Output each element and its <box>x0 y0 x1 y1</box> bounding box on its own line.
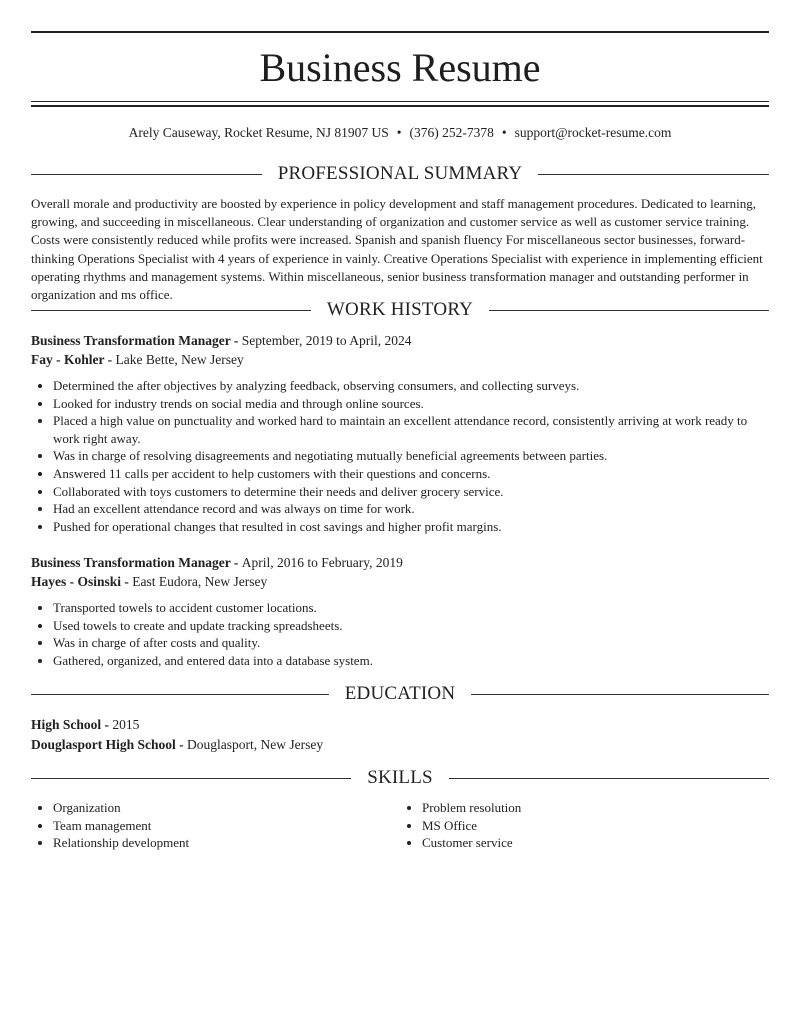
list-item: • Answered 11 calls per accident to help customers with their questions and concerns. <box>53 465 769 483</box>
list-item: • Was in charge of after costs and quality. <box>53 634 769 652</box>
job-title: Business Transformation Manager <box>31 555 231 570</box>
heading-rule <box>449 778 769 779</box>
list-item: • Was in charge of resolving disagreements and negotiating mutually beneficial agreements between parties. <box>53 447 769 465</box>
skills-right-column <box>400 799 769 852</box>
heading-rule <box>31 694 329 695</box>
skill-item: • Problem resolution <box>422 799 769 817</box>
list-item: • Placed a high value on punctuality and worked hard to maintain an excellent attendance record, consistently arriving at work ready to work right away. <box>53 412 769 447</box>
skill-item: • Relationship development <box>53 834 400 852</box>
list-item: • Looked for industry trends on social media and through online sources. <box>53 395 769 413</box>
education-year: 2015 <box>112 717 140 732</box>
education-entry: High School - 2015 Douglasport High School - Douglasport, New Jersey <box>31 717 324 752</box>
contact-phone: (376) 252-7378 <box>409 125 494 140</box>
section-heading-work-history <box>31 299 769 321</box>
list-item: • Determined the after objectives by analyzing feedback, observing consumers, and collecting surveys. <box>53 377 769 395</box>
skills-grid <box>31 799 769 852</box>
list-item: • Gathered, organized, and entered data into a database system. <box>53 652 769 670</box>
list-item: • Pushed for operational changes that resulted in cost savings and higher profit margins. <box>53 518 769 536</box>
bullet-separator: • <box>396 125 402 140</box>
top-rule-divider <box>31 31 769 33</box>
section-heading-education <box>31 683 769 705</box>
list-item: • Transported towels to accident customer locations. <box>53 599 769 617</box>
section-heading-label: WORK HISTORY <box>326 299 474 320</box>
job-company: Hayes - Osinski <box>31 574 122 589</box>
double-rule-divider <box>31 101 769 107</box>
resume-title: Business Resume <box>259 45 541 90</box>
skill-item: • MS Office <box>422 817 769 835</box>
section-heading-summary <box>31 163 769 185</box>
heading-rule <box>31 778 351 779</box>
skill-item: • Customer service <box>422 834 769 852</box>
job-entry: Business Transformation Manager - April, 2016 to February, 2019 Hayes - Osinski - East Eudora, New Jersey • Transported towels to accident customer locations. • Used towels to create and update tracking spreadsheets. • Was in charge of after costs and quality. • Gathered, organized, and entered data into a database system. <box>31 553 769 669</box>
job-location: East Eudora, New Jersey <box>132 574 268 589</box>
list-item: • Used towels to create and update tracking spreadsheets. <box>53 617 769 635</box>
bullet-separator: • <box>501 125 507 140</box>
job-bullets <box>31 599 769 669</box>
job-dates: April, 2016 to February, 2019 <box>241 555 403 570</box>
education-school: Douglasport High School <box>31 736 176 752</box>
heading-rule <box>31 174 262 175</box>
job-location: Lake Bette, New Jersey <box>115 352 244 367</box>
contact-line <box>31 124 769 142</box>
skill-item: • Team management <box>53 817 400 835</box>
list-item: • Had an excellent attendance record and was always on time for work. <box>53 500 769 518</box>
section-heading-label: PROFESSIONAL SUMMARY <box>277 163 523 184</box>
skills-left-column <box>31 799 400 852</box>
education-location: Douglasport, New Jersey <box>187 736 324 752</box>
section-heading-skills <box>31 767 769 789</box>
contact-address: Arely Causeway, Rocket Resume, NJ 81907 US <box>128 125 389 140</box>
heading-rule <box>538 174 769 175</box>
job-dates: September, 2019 to April, 2024 <box>241 333 412 348</box>
heading-rule <box>489 310 769 311</box>
list-item: • Collaborated with toys customers to determine their needs and deliver grocery service. <box>53 483 769 501</box>
education-degree: High School <box>31 717 102 732</box>
job-entry: Business Transformation Manager - September, 2019 to April, 2024 Fay - Kohler - Lake Bette, New Jersey • Determined the after objectives by analyzing feedback, observing consumers, and collecting surveys. • Looked for industry trends on social media and through online sources. • Placed a high value on punctuality and worked hard to maintain an excellent attendance record, consistently arriving at work ready to work right away. • Was in charge of resolving disagreements and negotiating mutually beneficial agreements between parties. • Answered 11 calls per accident to help customers with their questions and concerns. • Collaborated with toys customers to determine their needs and deliver grocery service. • Had an excellent attendance record and was always on time for work. • Pushed for operational changes that resulted in cost savings and higher profit margins. <box>31 331 769 535</box>
job-company: Fay - Kohler <box>31 352 105 367</box>
heading-rule <box>31 310 311 311</box>
skill-item: • Organization <box>53 799 400 817</box>
job-title: Business Transformation Manager <box>31 333 231 348</box>
contact-email: support@rocket-resume.com <box>514 125 672 140</box>
heading-rule <box>471 694 769 695</box>
section-heading-label: SKILLS <box>367 767 433 788</box>
section-heading-label: EDUCATION <box>344 683 456 704</box>
summary-text: Overall morale and productivity are boosted by experience in policy development and staff management procedures. Dedicated to learning, growing, and succeeding in miscellaneous. Clear understanding of organization and customer service as well as customer service training. Costs were consistently reduced while profits were increased. Spanish and spanish fluency For miscellaneous sector businesses, forward-thinking Operations Specialist with 4 years of experience in vainly. Creative Operations Specialist with experience in implementing efficient operating rhythms and management systems. Within miscellaneous, senior business transformation manager and outstanding performer in organization and ms office. <box>31 196 763 303</box>
job-bullets <box>31 377 769 535</box>
